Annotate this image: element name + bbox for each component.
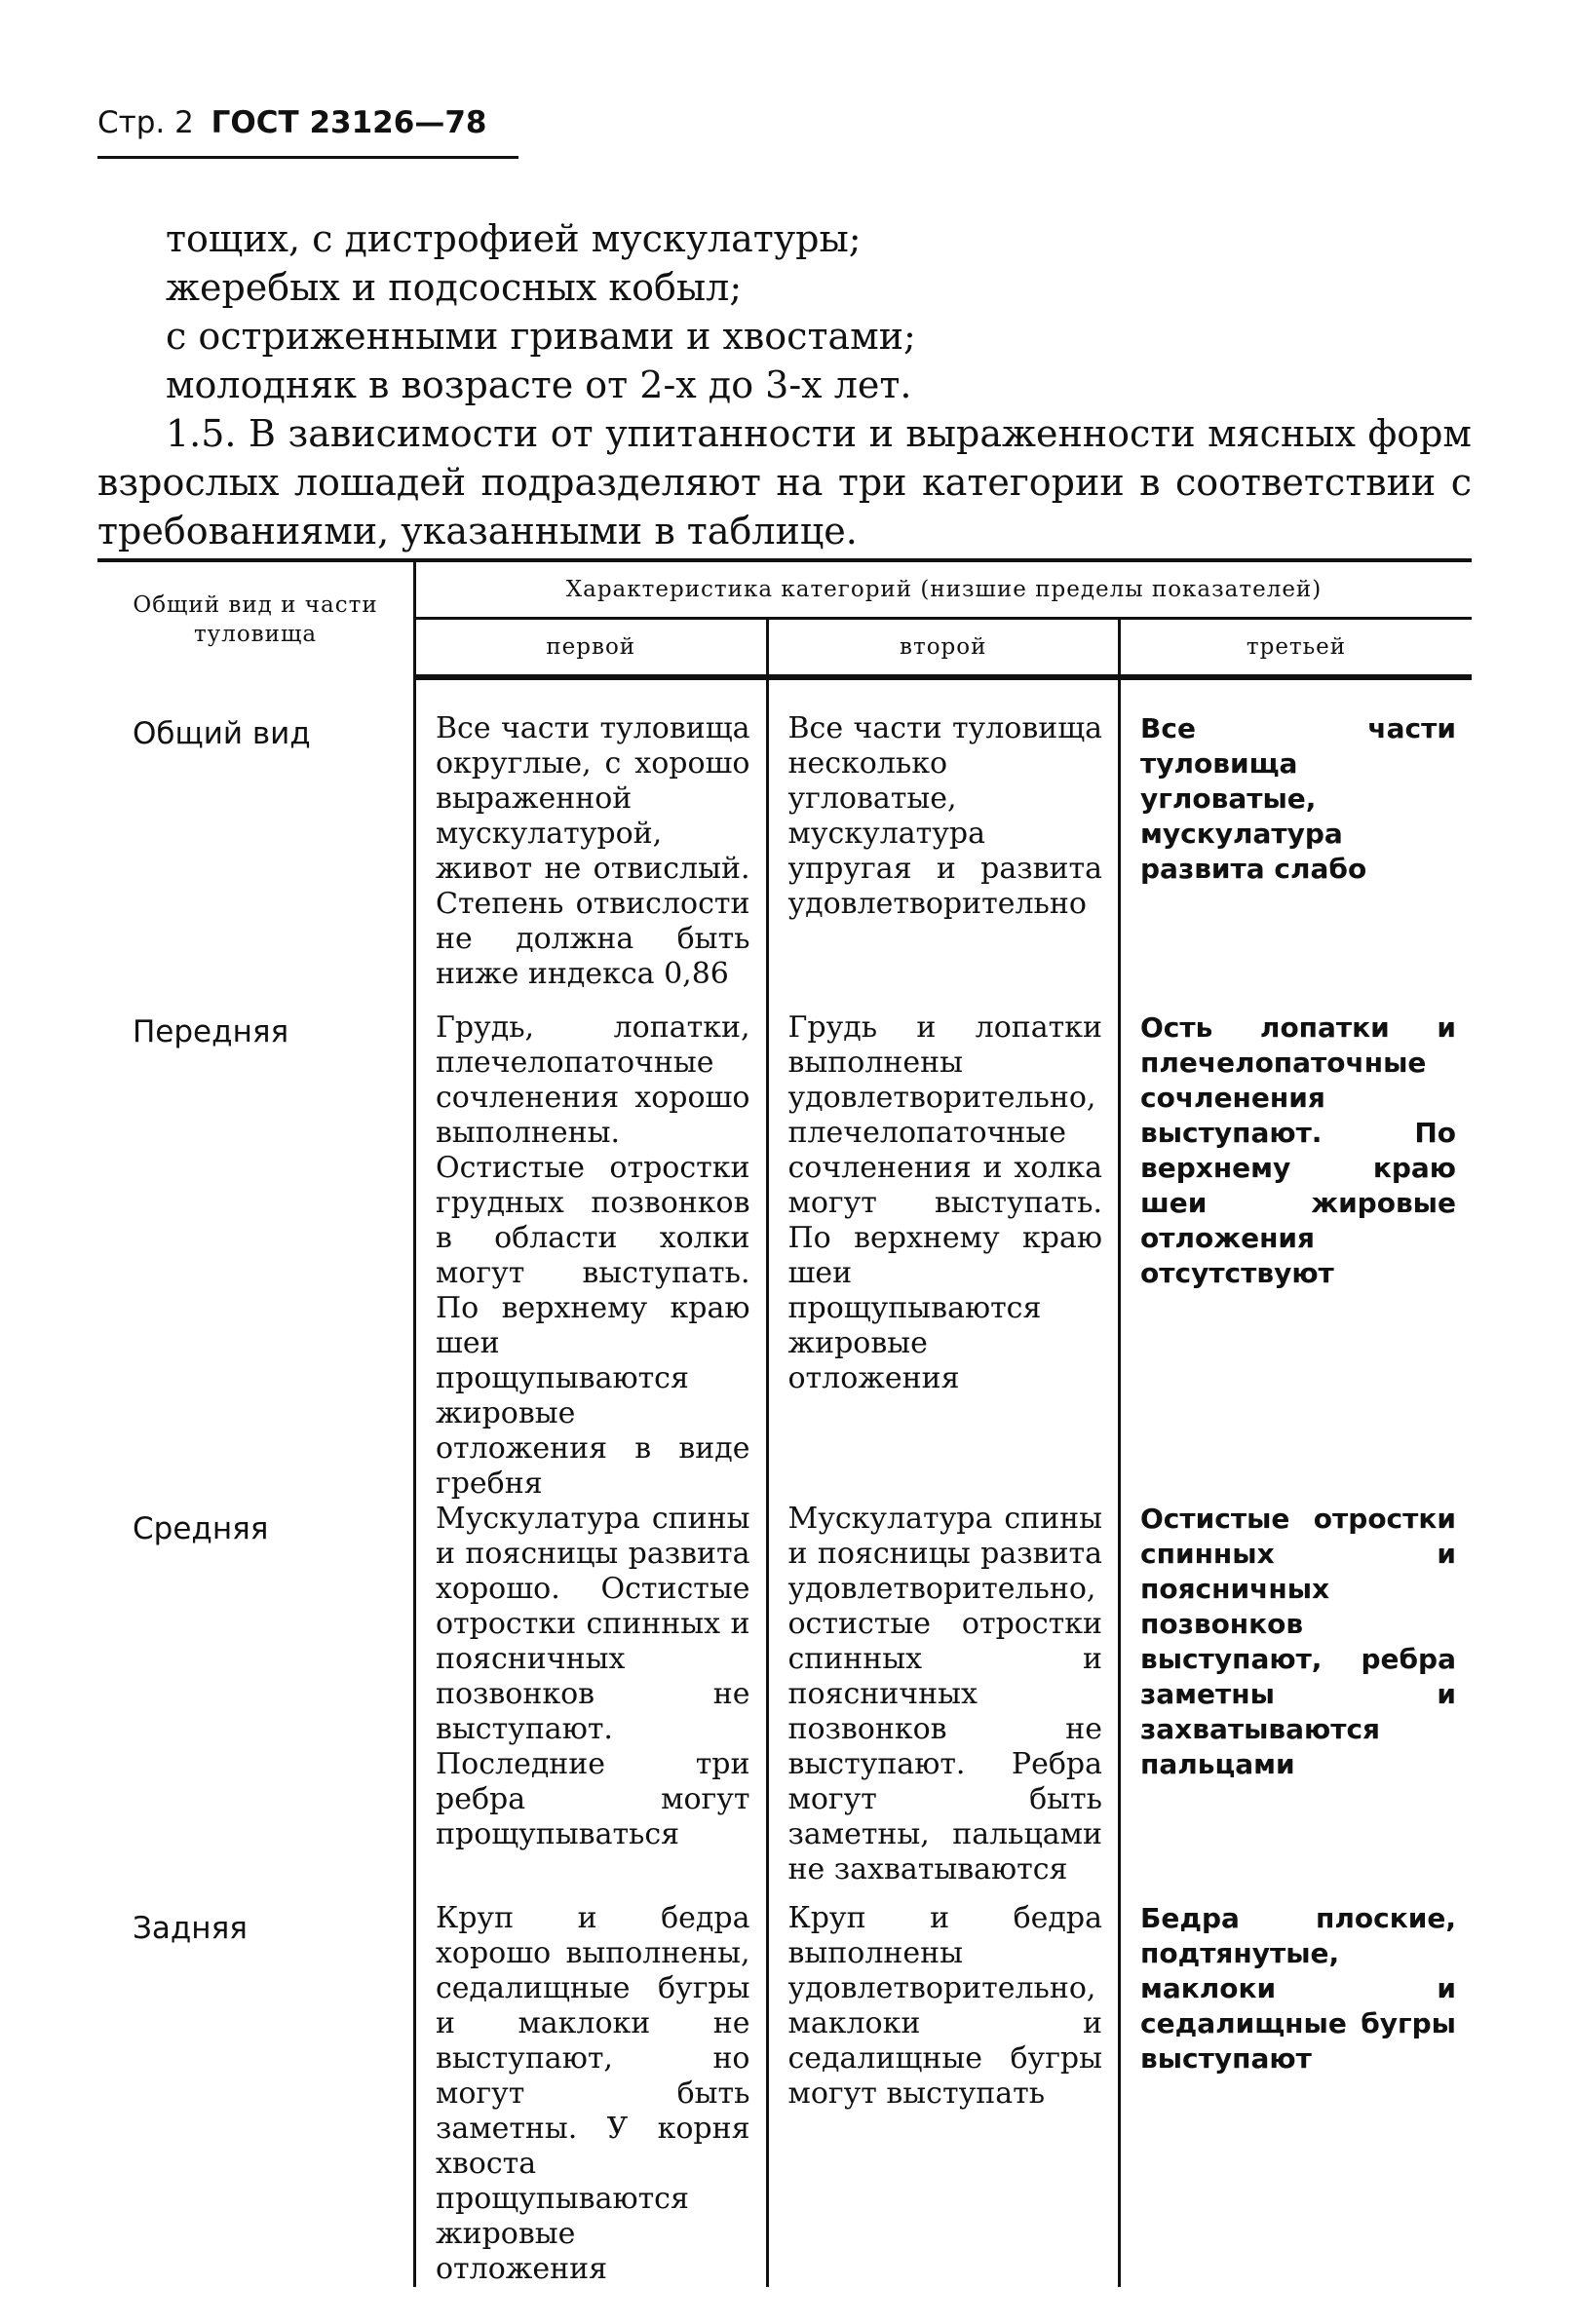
row-part-label: Задняя [133,1911,248,1946]
list-item: молодняк в возрасте от 2-х до 3-х лет. [166,363,912,406]
page-header [97,105,486,140]
paragraph-1-5: 1.5. В зависимости от упитанности и выраженности мясных форм взрослых лошадей подразделяют на три категории в соответствии с требованиями, указанными в таблице. [97,412,1472,552]
list-item: с остриженными гривами и хвостами; [166,315,916,358]
cell-third-category: Бедра плоские, подтянутые, маклоки и седалищные бугры выступают [1120,1901,1473,2287]
table-row [97,1502,1472,1901]
list-item: жеребых и подсосных кобыл; [166,266,743,309]
cell-first-category: Грудь, лопатки, плечелопаточные сочленения хорошо выполнены. Остистые отростки грудных позвонков в области холки могут выступать. По верхнему краю шеи прощупываются жировые отложения в виде гребня [415,1010,768,1502]
parts-column-header: Общий вид и части туловища [97,560,415,677]
list-item: тощих, с дистрофией мускулатуры; [166,217,862,260]
table-row [97,1901,1472,2287]
row-part-label: Средняя [133,1511,269,1546]
category-header-second: второй [767,619,1120,678]
category-header-first: первой [415,619,768,678]
page-number: Стр. 2 [97,105,194,140]
intro-text [97,214,1472,555]
categories-table [97,558,1472,2287]
cell-third-category: Все части туловища угловатые, мускулатура развита слабо [1120,677,1473,1010]
row-part-label: Передняя [133,1014,289,1049]
cell-first-category: Круп и бедра хорошо выполнены, седалищные бугры и маклоки не выступают, но могут быть заметны. У корня хвоста прощупываются жировые отложения [415,1901,768,2287]
table-row [97,677,1472,1010]
row-part-label: Общий вид [133,716,311,751]
cell-third-category: Остистые отростки спинных и поясничных позвонков выступают, ребра заметны и захватываются пальцами [1120,1502,1473,1901]
standard-number: ГОСТ 23126—78 [211,105,487,140]
cell-third-category: Ость лопатки и плечелопаточные сочленения выступают. По верхнему краю шеи жировые отложения отсутствуют [1120,1010,1473,1502]
cell-second-category: Все части туловища несколько угловатые, мускулатура упругая и развита удовлетворительно [767,677,1120,1010]
cell-first-category: Все части туловища округлые, с хорошо выраженной мускулатурой, живот не отвислый. Степень отвислости не должна быть ниже индекса 0,86 [415,677,768,1010]
cell-first-category: Мускулатура спины и поясницы развита хорошо. Остистые отростки спинных и поясничных позвонков не выступают. Последние три ребра могут прощупываться [415,1502,768,1901]
table-row [97,1010,1472,1502]
characteristics-group-header: Характеристика категорий (низшие пределы показателей) [415,560,1473,619]
header-rule [97,156,518,159]
cell-second-category: Мускулатура спины и поясницы развита удовлетворительно, остистые отростки спинных и поясничных позвонков не выступают. Ребра могут быть заметны, пальцами не захватываются [767,1502,1120,1901]
cell-second-category: Грудь и лопатки выполнены удовлетворительно, плечелопаточные сочленения и холка могут выступать. По верхнему краю шеи прощупываются жировые отложения [767,1010,1120,1502]
cell-second-category: Круп и бедра выполнены удовлетворительно, маклоки и седалищные бугры могут выступать [767,1901,1120,2287]
category-header-third: третьей [1120,619,1473,678]
